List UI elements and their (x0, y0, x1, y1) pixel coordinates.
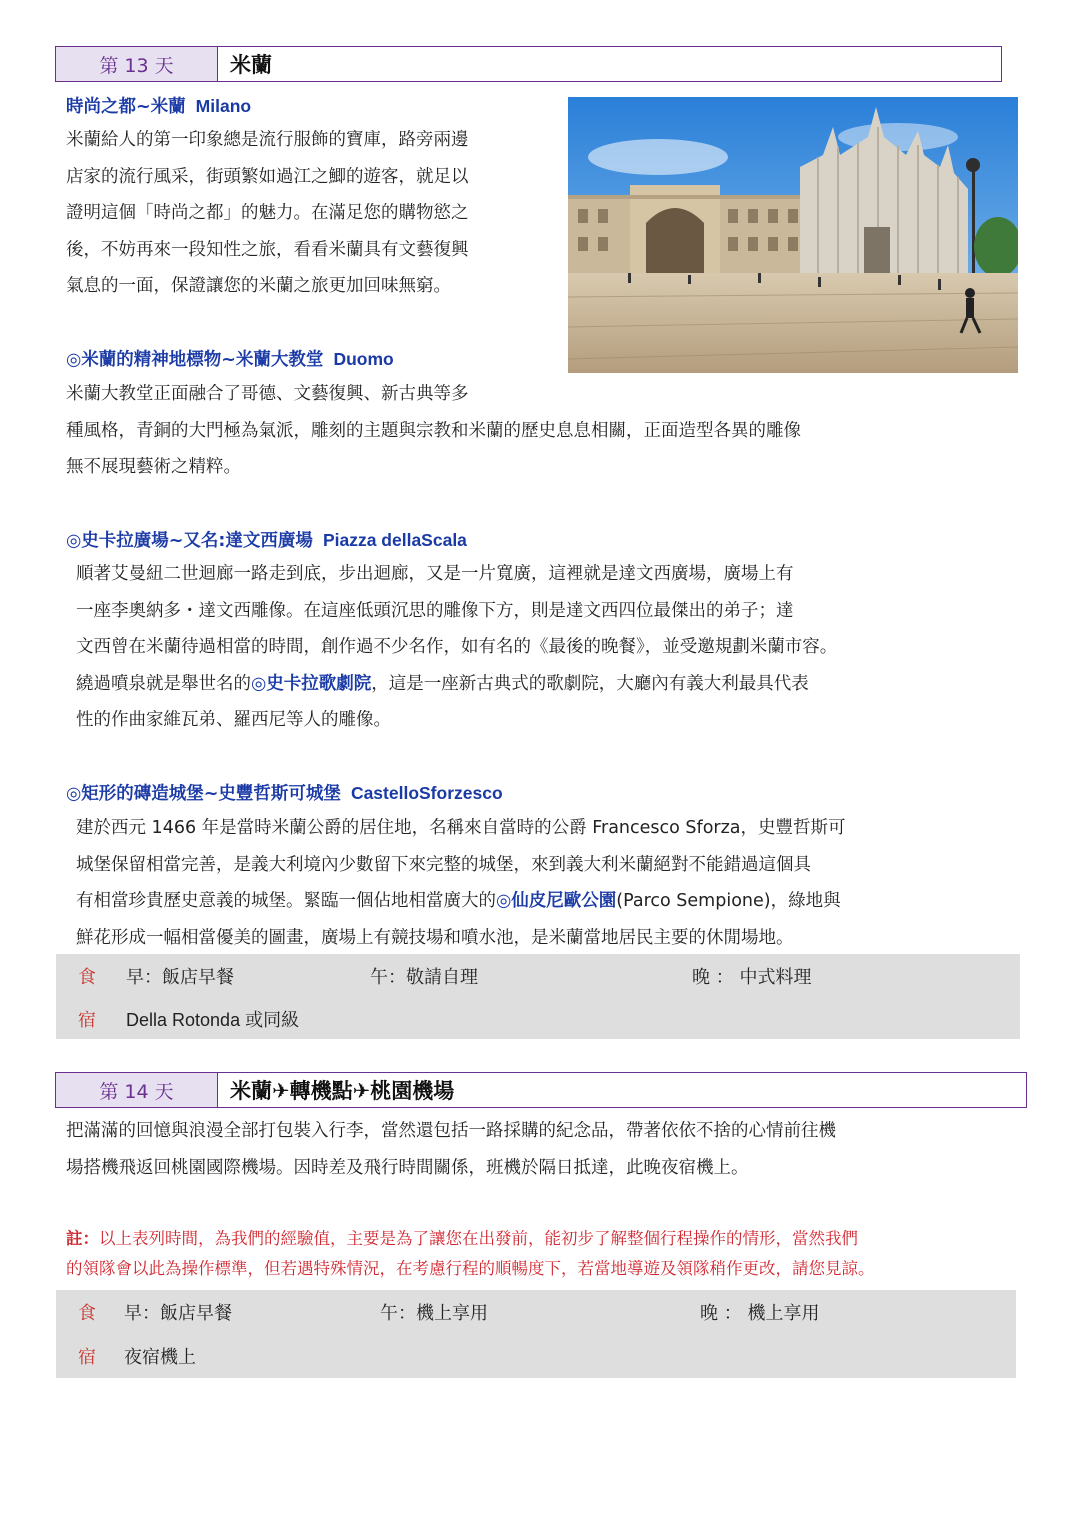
hotel-cell: 夜宿機上 (124, 1347, 196, 1368)
dinner-cell: 晚 ： 中式料理 (692, 966, 812, 988)
castello-line (76, 883, 846, 920)
duomo-heading (66, 346, 394, 371)
meals-stay-row (56, 997, 1020, 1040)
day14-paragraph (66, 1113, 836, 1186)
note-line (66, 1224, 875, 1254)
food-label: 食 (78, 966, 96, 988)
castello-park-link: ◎仙皮尼歐公園 (496, 891, 617, 911)
stay-label: 宿 (78, 1347, 96, 1368)
day14-header (55, 1072, 1027, 1108)
duomo-paragraph (66, 376, 801, 486)
note-line1: 以上表列時間，為我們的經驗值，主要是為了讓您在出發前，能初步了解整個行程操作的情形，當然我們 (99, 1229, 858, 1248)
intro-heading-cn: 時尚之都~米蘭 (66, 97, 186, 117)
day14-number: 第 14 天 (56, 1073, 218, 1107)
intro-heading (66, 93, 251, 118)
hotel-cell: Della Rotonda 或同級 (126, 1009, 300, 1030)
intro-line: 證明這個「時尚之都」的魅力。在滿足您的購物慾之 (66, 203, 469, 223)
day13-meals-table (56, 954, 1020, 1039)
dinner-cell: 晚 ： 機上享用 (700, 1303, 820, 1324)
breakfast-cell: 早：飯店早餐 (124, 1303, 232, 1324)
castello-paragraph (76, 810, 846, 956)
castello-line: 鮮花形成一幅相當優美的圖畫，廣場上有競技場和噴水池，是米蘭當地居民主要的休閒場地。 (76, 927, 794, 948)
castello-line3-pre: 有相當珍貴歷史意義的城堡。緊臨一個佔地相當廣大的 (76, 891, 496, 911)
milan-duomo-photo (568, 97, 1018, 373)
day13-title: 米蘭 (230, 53, 272, 77)
note-line2: 的領隊會以此為操作標準，但若遇特殊情況，在考慮行程的順暢度下，若當地導遊及領隊稍作更改，請您見諒。 (66, 1259, 875, 1278)
scala-line: 一座李奧納多・達文西雕像。在這座低頭沉思的雕像下方，則是達文西四位最傑出的弟子；達 (76, 600, 794, 621)
duomo-heading-cn: ◎米蘭的精神地標物~米蘭大教堂 (66, 350, 324, 370)
scala-line: 性的作曲家維瓦弟、羅西尼等人的雕像。 (76, 710, 391, 730)
castello-line3-post: (Parco Sempione)，綠地與 (616, 891, 841, 911)
scala-line: 順著艾曼紐二世迴廊一路走到底，步出迴廊，又是一片寬廣，這裡就是達文西廣場，廣場上有 (76, 564, 794, 584)
castello-heading-cn: ◎矩形的磚造城堡~史豐哲斯可城堡 (66, 784, 341, 804)
day14-title: 米蘭✈轉機點✈桃園機場 (230, 1079, 455, 1103)
scala-line: 文西曾在米蘭待過相當的時間，創作過不少名作，如有名的《最後的晚餐》，並受邀規劃米蘭市容。 (76, 637, 838, 657)
scala-heading-en: Piazza dellaScala (322, 530, 467, 550)
duomo-heading-en: Duomo (333, 349, 394, 369)
scala-line4-pre: 繞過噴泉就是舉世名的 (76, 673, 251, 694)
day14-line: 場搭機飛返回桃園國際機場。因時差及飛行時間關係，班機於隔日抵達，此晚夜宿機上。 (66, 1157, 749, 1178)
scala-heading-cn: ◎史卡拉廣場~又名:達文西廣場 (66, 531, 313, 551)
castello-line: 建於西元 1466 年是當時米蘭公爵的居住地，名稱來自當時的公爵 Francesco Sforza，史豐哲斯可 (76, 818, 846, 838)
duomo-line: 米蘭大教堂正面融合了哥德、文藝復興、新古典等多 (66, 384, 469, 404)
intro-line: 米蘭給人的第一印象總是流行服飾的寶庫，路旁兩邊 (66, 130, 469, 150)
intro-line: 店家的流行風采，街頭繁如過江之鯽的遊客，就足以 (66, 166, 469, 187)
lunch-cell: 午：機上享用 (380, 1303, 488, 1324)
castello-heading (66, 780, 503, 805)
breakfast-cell: 早：飯店早餐 (126, 966, 234, 988)
day14-meals-table (56, 1290, 1016, 1378)
food-label: 食 (78, 1303, 96, 1324)
scala-heading (66, 527, 467, 552)
intro-paragraph (66, 122, 469, 305)
intro-line: 氣息的一面，保證讓您的米蘭之旅更加回味無窮。 (66, 276, 451, 296)
day13-header (55, 46, 1002, 82)
meals-food-row (56, 1290, 1016, 1334)
intro-heading-en: Milano (195, 96, 252, 116)
castello-heading-en: CastelloSforzesco (350, 783, 503, 803)
scala-paragraph (76, 556, 837, 739)
meals-food-row (56, 954, 1020, 997)
intro-line: 後，不妨再來一段知性之旅，看看米蘭具有文藝復興 (66, 239, 469, 260)
meals-stay-row (56, 1334, 1016, 1378)
lunch-cell: 午：敬請自理 (370, 966, 478, 988)
scala-line4-post: ，這是一座新古典式的歌劇院，大廳內有義大利最具代表 (371, 673, 809, 694)
scala-line (76, 666, 837, 703)
scala-opera-link: ◎史卡拉歌劇院 (251, 673, 372, 694)
stay-label: 宿 (78, 1009, 96, 1031)
day13-number: 第 13 天 (56, 47, 218, 81)
note-label: 註： (66, 1229, 99, 1248)
duomo-line: 無不展現藝術之精粹。 (66, 457, 241, 477)
day14-line: 把滿滿的回憶與浪漫全部打包裝入行李，當然還包括一路採購的紀念品，帶著依依不捨的心情前往機 (66, 1121, 836, 1141)
itinerary-note (66, 1224, 875, 1284)
castello-line: 城堡保留相當完善，是義大利境內少數留下來完整的城堡，來到義大利米蘭絕對不能錯過這個具 (76, 854, 811, 875)
duomo-line: 種風格，青銅的大門極為氣派，雕刻的主題與宗教和米蘭的歷史息息相關，正面造型各異的雕像 (66, 420, 801, 441)
